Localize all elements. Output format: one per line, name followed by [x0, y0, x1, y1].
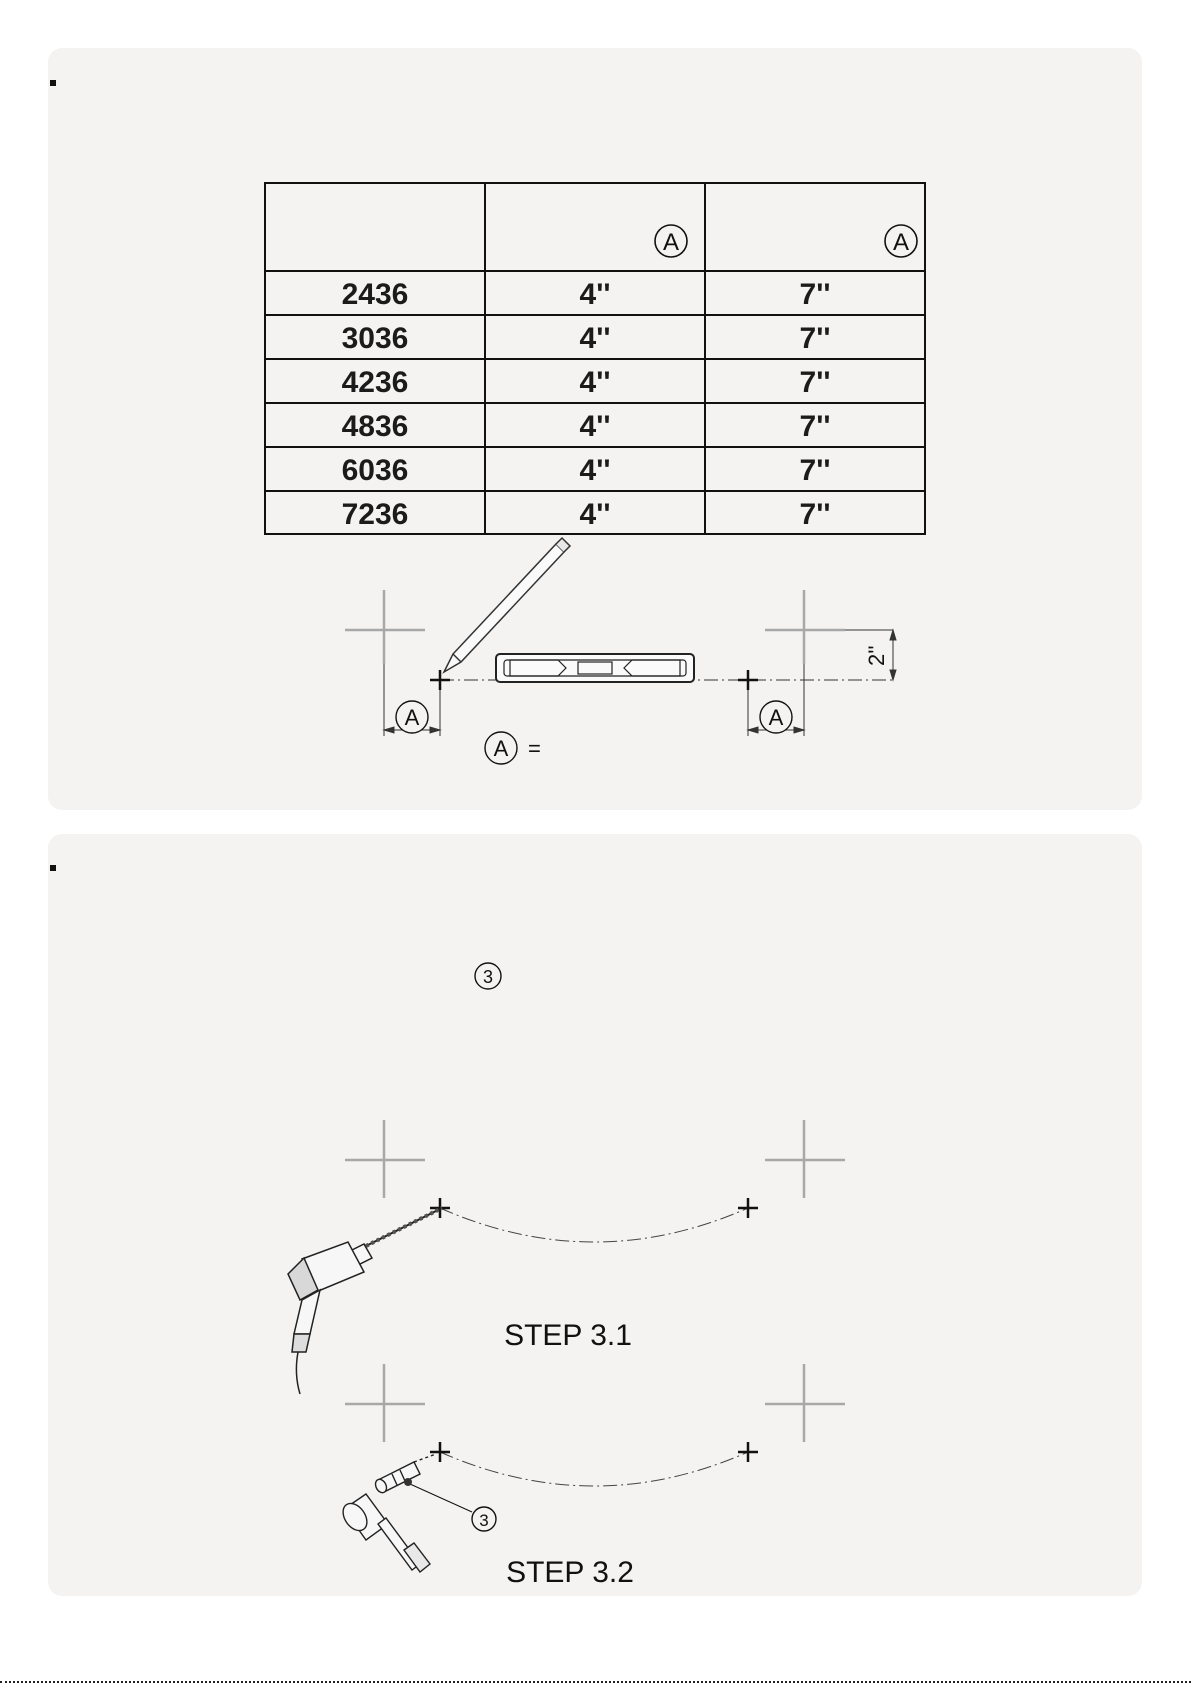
guide-cross-icon [345, 1364, 425, 1442]
dimension-cell: 4'' [579, 454, 611, 487]
drill-icon [288, 1208, 442, 1394]
header-circle-label: A [892, 229, 910, 256]
dimension-cell: 4'' [579, 366, 611, 399]
drill-mark-icon [738, 1442, 758, 1462]
legend-equals: = [528, 736, 541, 761]
part-number: 3 [482, 967, 494, 987]
guide-cross-icon [765, 1120, 845, 1198]
step-3-2-diagram [338, 1364, 845, 1589]
anchor-callout: 3 [479, 1511, 489, 1530]
guide-cross-icon [345, 590, 425, 664]
dimension-cell: 4'' [579, 322, 611, 355]
step-3-1-label: STEP 3.1 [504, 1319, 632, 1352]
drilling-panel [48, 834, 1142, 1596]
dimension-cell: 7'' [799, 454, 831, 487]
model-cell: 3036 [341, 322, 409, 355]
dimension-cell: 4'' [579, 410, 611, 443]
callout-leader [410, 1484, 472, 1512]
model-cell: 4836 [341, 410, 409, 443]
guide-cross-icon [345, 1120, 425, 1198]
table-row [342, 498, 831, 531]
callout-dot-icon [404, 1478, 412, 1486]
drill-mark-icon [430, 1442, 450, 1462]
height-label: 2'' [864, 645, 889, 666]
page-bottom-rule [0, 1681, 1191, 1683]
table-row [342, 322, 831, 355]
drill-mark-icon [738, 670, 758, 690]
table-row [342, 454, 831, 487]
guide-cross-icon [765, 1364, 845, 1442]
table-header-dimension-a [655, 225, 687, 257]
mallet-icon [338, 1494, 430, 1572]
dimension-cell: 7'' [799, 278, 831, 311]
guide-cross-icon [765, 590, 845, 664]
wall-anchor-icon [373, 1454, 436, 1495]
model-cell: 2436 [341, 278, 409, 311]
mounting-height-panel [48, 48, 1142, 810]
drill-mark-icon [430, 670, 450, 690]
panel1-canvas [48, 48, 1142, 810]
table-header-dimension-b [885, 225, 917, 257]
model-cell: 7236 [341, 498, 409, 531]
pencil-icon [444, 538, 570, 672]
table-row [342, 366, 831, 399]
marking-diagram [345, 538, 896, 764]
dimension-label-right: A [768, 705, 784, 730]
legend-label: A [493, 736, 509, 761]
drill-mark-icon [738, 1198, 758, 1218]
dimension-cell: 7'' [799, 322, 831, 355]
step-3-1-diagram [288, 1120, 845, 1394]
transfer-arc [440, 1208, 748, 1242]
dimension-cell: 7'' [799, 366, 831, 399]
step-3-2-label: STEP 3.2 [506, 1556, 634, 1589]
transfer-arc [440, 1452, 748, 1486]
model-cell: 4236 [341, 366, 409, 399]
dimension-cell: 4'' [579, 498, 611, 531]
header-circle-label: A [662, 229, 680, 256]
table-row [342, 410, 831, 443]
dimension-cell: 7'' [799, 498, 831, 531]
spirit-level-icon [496, 654, 694, 682]
model-cell: 6036 [341, 454, 409, 487]
table-row [342, 278, 831, 311]
panel2-canvas [48, 834, 1142, 1596]
dimension-cell: 7'' [799, 410, 831, 443]
dimension-label-left: A [404, 705, 420, 730]
dimension-cell: 4'' [579, 278, 611, 311]
